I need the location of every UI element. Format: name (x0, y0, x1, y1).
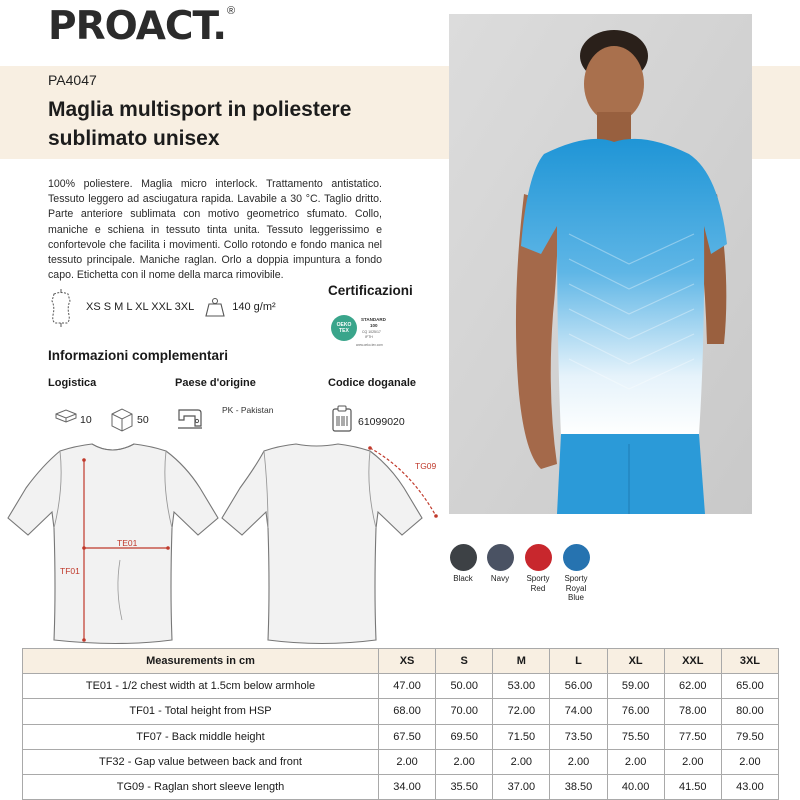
table-cell: 62.00 (664, 674, 721, 699)
table-cell: 59.00 (607, 674, 664, 699)
origin-label: Paese d'origine (175, 377, 256, 389)
table-header-cell: XXL (664, 649, 721, 674)
complementary-info-title: Informazioni complementari (48, 348, 229, 363)
tf01-label: TF01 (60, 566, 80, 576)
table-cell: 2.00 (493, 749, 550, 774)
color-swatch-navy[interactable] (487, 544, 514, 571)
measurements-table (22, 648, 779, 800)
table-cell: 40.00 (607, 774, 664, 799)
svg-text:TEX: TEX (339, 328, 349, 334)
table-cell: TE01 - 1/2 chest width at 1.5cm below armhole (23, 674, 379, 699)
table-cell: 72.00 (493, 699, 550, 724)
table-cell: 2.00 (550, 749, 607, 774)
certifications-title: Certificazioni (328, 283, 413, 298)
table-cell: 65.00 (721, 674, 778, 699)
table-header-cell: M (493, 649, 550, 674)
table-row (23, 674, 779, 699)
logistics-label: Logistica (48, 377, 97, 389)
table-header-row (23, 649, 779, 674)
table-cell: TF32 - Gap value between back and front (23, 749, 379, 774)
table-cell: 56.00 (550, 674, 607, 699)
table-cell: 38.50 (550, 774, 607, 799)
color-label-sporty-royal-blue: Sporty Royal Blue (564, 574, 588, 602)
table-header-cell: L (550, 649, 607, 674)
table-cell: 69.50 (436, 724, 493, 749)
tg09-label: TG09 (415, 461, 437, 471)
table-cell: 47.00 (379, 674, 436, 699)
clipboard-barcode-icon (331, 405, 353, 433)
product-sku: PA4047 (48, 72, 97, 88)
table-header-cell: Measurements in cm (23, 649, 379, 674)
product-description: 100% poliestere. Maglia micro interlock. Trattamento antistatico. Tessuto leggero ad asciugatura rapida. Lavabile a 30 °C. Taglio dritto. Parte anteriore sublimata con motivo geometrico sfumato. Collo, maniche e schiena in tessuto tinta unita. Tessuto leggerissimo e confortevole che facilita i movimenti. Collo rotondo e fondo manica nel tessuto principale. Maniche raglan. Orlo a doppia impuntura a fondo capo. Etichetta con il nome della marca rimovibile. (48, 178, 382, 282)
table-cell: 34.00 (379, 774, 436, 799)
table-cell: 68.00 (379, 699, 436, 724)
table-cell: 67.50 (379, 724, 436, 749)
carton-box-icon (109, 406, 135, 432)
table-cell: 2.00 (379, 749, 436, 774)
carton-qty: 50 (137, 414, 149, 426)
table-cell: TF07 - Back middle height (23, 724, 379, 749)
table-row (23, 749, 779, 774)
table-header-cell: S (436, 649, 493, 674)
table-header-cell: 3XL (721, 649, 778, 674)
available-sizes: XS S M L XL XXL 3XL (86, 301, 195, 313)
table-cell: TG09 - Raglan short sleeve length (23, 774, 379, 799)
small-pack-qty: 10 (80, 414, 92, 426)
brand-name: PROACT. (48, 4, 227, 49)
svg-text:OEKO: OEKO (336, 322, 352, 328)
svg-text:100: 100 (370, 323, 378, 328)
table-cell: 43.00 (721, 774, 778, 799)
table-cell: 2.00 (664, 749, 721, 774)
table-header-cell: XS (379, 649, 436, 674)
table-cell: 76.00 (607, 699, 664, 724)
table-row (23, 699, 779, 724)
table-cell: 2.00 (721, 749, 778, 774)
color-swatch-black[interactable] (450, 544, 477, 571)
small-pack-icon (54, 409, 78, 423)
registered-mark: ® (227, 5, 236, 17)
svg-text:CQ 1025/17: CQ 1025/17 (362, 330, 381, 334)
oeko-tex-badge (330, 313, 398, 347)
model-wearing-shirt-illustration (449, 14, 752, 514)
color-label-sporty-red: Sporty Red (526, 574, 550, 593)
customs-label: Codice doganale (328, 377, 417, 389)
table-cell: 80.00 (721, 699, 778, 724)
color-swatch-sporty-royal-blue[interactable] (563, 544, 590, 571)
table-cell: 41.50 (664, 774, 721, 799)
table-cell: 73.50 (550, 724, 607, 749)
color-swatch-sporty-red[interactable] (525, 544, 552, 571)
table-header-cell: XL (607, 649, 664, 674)
te01-label: TE01 (117, 538, 138, 548)
table-cell: 53.00 (493, 674, 550, 699)
table-cell: 70.00 (436, 699, 493, 724)
table-cell: 50.00 (436, 674, 493, 699)
customs-code: 61099020 (358, 416, 405, 428)
product-photo (449, 14, 752, 514)
tshirt-measurement-diagram (0, 440, 450, 650)
svg-text:IFTH: IFTH (365, 335, 373, 339)
sizes-weight-row (48, 287, 276, 327)
weight-icon (204, 296, 226, 318)
origin-value: PK - Pakistan (222, 405, 274, 415)
table-row (23, 774, 779, 799)
table-cell: 37.00 (493, 774, 550, 799)
brand-logo (48, 2, 235, 52)
table-cell: 74.00 (550, 699, 607, 724)
sewing-machine-icon (176, 404, 204, 432)
table-cell: 2.00 (607, 749, 664, 774)
svg-text:www.oeko-tex.com: www.oeko-tex.com (356, 343, 383, 347)
table-cell: 35.50 (436, 774, 493, 799)
table-cell: 77.50 (664, 724, 721, 749)
table-cell: 75.50 (607, 724, 664, 749)
table-cell: TF01 - Total height from HSP (23, 699, 379, 724)
table-cell: 71.50 (493, 724, 550, 749)
mannequin-icon (48, 287, 74, 327)
fabric-weight: 140 g/m² (232, 301, 276, 313)
table-row (23, 724, 779, 749)
oeko-tex-logo-icon (330, 313, 398, 347)
color-label-black: Black (453, 574, 473, 583)
product-title: Maglia multisport in poliestere sublimato unisex (48, 98, 352, 150)
color-label-navy: Navy (490, 574, 510, 583)
table-cell: 2.00 (436, 749, 493, 774)
table-cell: 79.50 (721, 724, 778, 749)
svg-text:STANDARD: STANDARD (361, 317, 386, 322)
table-cell: 78.00 (664, 699, 721, 724)
